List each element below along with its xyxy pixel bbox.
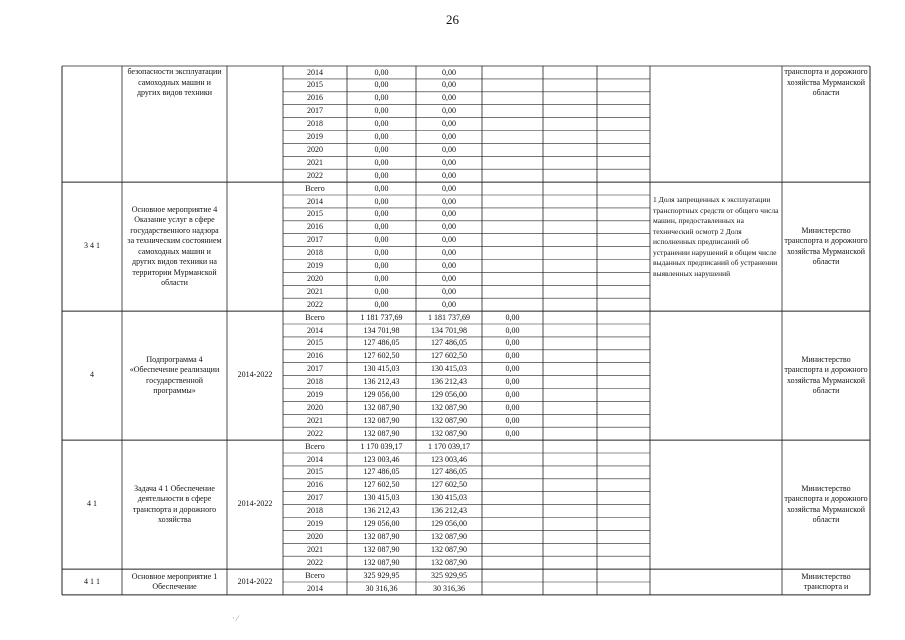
regional-value: 132 087,90 bbox=[431, 428, 467, 438]
regional-value: 0,00 bbox=[442, 93, 456, 103]
year-cell: 2014 bbox=[307, 583, 323, 593]
total-value: 0,00 bbox=[374, 248, 389, 258]
row-number: 4 bbox=[90, 370, 94, 380]
federal-value: 0,00 bbox=[505, 364, 520, 374]
row-name: Задача 4 1 Обеспечение деятельности в сфере транспорта и дорожного хозяйства bbox=[132, 483, 217, 525]
year-cell: 2022 bbox=[307, 170, 323, 180]
year-cell: 2018 bbox=[307, 119, 323, 129]
total-value: 0,00 bbox=[374, 106, 389, 116]
year-cell: 2015 bbox=[307, 80, 323, 90]
total-value: 134 701,98 bbox=[363, 325, 400, 335]
regional-value: 1 170 039,17 bbox=[428, 441, 470, 451]
regional-value: 0,00 bbox=[442, 80, 456, 90]
year-cell: 2021 bbox=[307, 415, 323, 425]
year-cell: Всего bbox=[305, 570, 325, 580]
total-value: 0,00 bbox=[374, 273, 389, 283]
federal-value: 0,00 bbox=[505, 402, 520, 412]
year-cell: 2017 bbox=[307, 493, 323, 503]
regional-value: 0,00 bbox=[442, 235, 456, 245]
total-value: 129 056,00 bbox=[363, 390, 400, 399]
regional-value: 127 602,50 bbox=[431, 351, 467, 361]
year-cell: 2015 bbox=[307, 209, 323, 219]
year-cell: 2020 bbox=[307, 144, 323, 154]
regional-value: 325 929,95 bbox=[431, 570, 467, 580]
row-executor: Министерство транспорта и bbox=[801, 571, 851, 591]
year-cell: 2018 bbox=[307, 377, 323, 387]
year-cell: 2014 bbox=[307, 454, 323, 464]
regional-value: 1 181 737,69 bbox=[428, 312, 470, 322]
row-indicators: 1 Доля запрещенных к эксплуатации транспортных средств от общего числа машин, предоставленных на технический осмотр 2 Доля исполненных предписаний об устранении нарушений в общем числе выданных предписаний об устранении выявленных нарушений bbox=[653, 195, 779, 278]
total-value: 132 087,90 bbox=[363, 544, 400, 554]
federal-value: 0,00 bbox=[505, 325, 520, 335]
row-name: Основное мероприятие 4 Оказание услуг в сфере государственного надзора за техническим состоянием самоходных машин и других видов техники на территории Мурманской области bbox=[127, 204, 222, 288]
year-cell: 2017 bbox=[307, 106, 323, 116]
row-executor: Министерство транспорта и дорожного хозяйства Мурманской области bbox=[784, 354, 868, 396]
year-cell: 2020 bbox=[307, 402, 323, 412]
year-cell: 2019 bbox=[307, 132, 323, 141]
regional-value: 132 087,90 bbox=[431, 415, 467, 425]
regional-value: 127 602,50 bbox=[431, 480, 467, 490]
total-value: 0,00 bbox=[374, 286, 389, 296]
federal-value: 0,00 bbox=[505, 338, 520, 348]
total-value: 130 415,03 bbox=[363, 493, 400, 503]
federal-value: 0,00 bbox=[505, 390, 520, 399]
regional-value: 132 087,90 bbox=[431, 531, 467, 541]
total-value: 132 087,90 bbox=[363, 415, 400, 425]
regional-value: 0,00 bbox=[442, 209, 456, 219]
federal-value: 0,00 bbox=[505, 377, 520, 387]
row-name: Основное мероприятие 1 Обеспечение bbox=[131, 571, 218, 591]
year-cell: 2017 bbox=[307, 235, 323, 245]
year-cell: 2014 bbox=[307, 325, 323, 335]
row-executor: Министерство транспорта и дорожного хозяйства Мурманской области bbox=[784, 483, 868, 525]
row-executor: Министерство транспорта и дорожного хозяйства Мурманской области bbox=[784, 225, 868, 267]
regional-value: 134 701,98 bbox=[431, 325, 467, 335]
regional-value: 127 486,05 bbox=[431, 338, 467, 348]
row-period: 2014-2022 bbox=[237, 576, 273, 586]
year-cell: 2020 bbox=[307, 531, 323, 541]
regional-value: 0,00 bbox=[442, 67, 456, 77]
row-name: безопасности эксплуатации самоходных машин и других видов техники bbox=[127, 67, 222, 97]
total-value: 132 087,90 bbox=[363, 428, 400, 438]
year-cell: 2019 bbox=[307, 519, 323, 528]
year-cell: 2017 bbox=[307, 364, 323, 374]
regional-value: 0,00 bbox=[442, 248, 456, 258]
regional-value: 127 486,05 bbox=[431, 467, 467, 477]
total-value: 136 212,43 bbox=[363, 377, 400, 387]
total-value: 132 087,90 bbox=[363, 557, 400, 567]
total-value: 0,00 bbox=[374, 235, 389, 245]
total-value: 127 602,50 bbox=[363, 480, 400, 490]
regional-value: 0,00 bbox=[442, 132, 456, 141]
regional-value: 136 212,43 bbox=[431, 377, 467, 387]
regional-value: 0,00 bbox=[442, 119, 456, 129]
total-value: 0,00 bbox=[374, 299, 389, 309]
total-value: 127 486,05 bbox=[363, 338, 400, 348]
total-value: 130 415,03 bbox=[363, 364, 400, 374]
regional-value: 130 415,03 bbox=[431, 493, 467, 503]
regional-value: 0,00 bbox=[442, 106, 456, 116]
regional-value: 132 087,90 bbox=[431, 557, 467, 567]
total-value: 0,00 bbox=[374, 157, 389, 167]
year-cell: 2014 bbox=[307, 196, 323, 206]
year-cell: Всего bbox=[305, 183, 325, 193]
year-cell: 2022 bbox=[307, 299, 323, 309]
total-value: 0,00 bbox=[374, 196, 389, 206]
total-value: 1 170 039,17 bbox=[360, 441, 403, 451]
regional-value: 0,00 bbox=[442, 170, 456, 180]
total-value: 0,00 bbox=[374, 67, 389, 77]
row-period: 2014-2022 bbox=[237, 499, 273, 509]
row-number: 4 1 1 bbox=[84, 576, 100, 586]
total-value: 1 181 737,69 bbox=[360, 312, 403, 322]
regional-value: 0,00 bbox=[442, 183, 456, 193]
total-value: 0,00 bbox=[374, 261, 389, 270]
year-cell: 2021 bbox=[307, 544, 323, 554]
federal-value: 0,00 bbox=[505, 312, 520, 322]
page-number: 26 bbox=[446, 12, 459, 27]
year-cell: 2021 bbox=[307, 157, 323, 167]
total-value: 0,00 bbox=[374, 119, 389, 129]
regional-value: 0,00 bbox=[442, 196, 456, 206]
row-name: Подпрограмма 4 «Обеспечение реализации государственной программы» bbox=[129, 354, 220, 396]
total-value: 132 087,90 bbox=[363, 531, 400, 541]
total-value: 129 056,00 bbox=[363, 519, 400, 528]
total-value: 136 212,43 bbox=[363, 506, 400, 516]
regional-value: 0,00 bbox=[442, 299, 456, 309]
regional-value: 136 212,43 bbox=[431, 506, 467, 516]
regional-value: 0,00 bbox=[442, 157, 456, 167]
total-value: 30 316,36 bbox=[365, 583, 398, 593]
regional-value: 30 316,36 bbox=[433, 583, 465, 593]
regional-value: 132 087,90 bbox=[431, 402, 467, 412]
year-cell: 2016 bbox=[307, 222, 323, 232]
federal-value: 0,00 bbox=[505, 351, 520, 361]
year-cell: Всего bbox=[305, 312, 325, 322]
total-value: 123 003,46 bbox=[363, 454, 400, 464]
total-value: 0,00 bbox=[374, 93, 389, 103]
year-cell: 2016 bbox=[307, 93, 323, 103]
year-cell: 2016 bbox=[307, 351, 323, 361]
year-cell: 2022 bbox=[307, 428, 323, 438]
year-cell: 2015 bbox=[307, 467, 323, 477]
year-cell: 2018 bbox=[307, 248, 323, 258]
row-period: 2014-2022 bbox=[237, 370, 273, 380]
total-value: 0,00 bbox=[374, 144, 389, 154]
regional-value: 123 003,46 bbox=[431, 454, 467, 464]
regional-value: 129 056,00 bbox=[431, 519, 467, 528]
regional-value: 0,00 bbox=[442, 261, 456, 270]
year-cell: 2015 bbox=[307, 338, 323, 348]
total-value: 0,00 bbox=[374, 132, 389, 141]
total-value: 325 929,95 bbox=[363, 570, 400, 580]
total-value: 132 087,90 bbox=[363, 402, 400, 412]
year-cell: 2019 bbox=[307, 390, 323, 399]
total-value: 0,00 bbox=[374, 183, 389, 193]
regional-value: 0,00 bbox=[442, 286, 456, 296]
year-cell: 2016 bbox=[307, 480, 323, 490]
total-value: 127 486,05 bbox=[363, 467, 400, 477]
year-cell: 2019 bbox=[307, 261, 323, 270]
row-number: 3 4 1 bbox=[84, 241, 100, 251]
row-executor: транспорта и дорожного хозяйства Мурманской области bbox=[784, 67, 868, 97]
year-cell: 2018 bbox=[307, 506, 323, 516]
year-cell: Всего bbox=[305, 441, 325, 451]
regional-value: 0,00 bbox=[442, 273, 456, 283]
regional-value: 129 056,00 bbox=[431, 390, 467, 399]
regional-value: 132 087,90 bbox=[431, 544, 467, 554]
total-value: 0,00 bbox=[374, 209, 389, 219]
federal-value: 0,00 bbox=[505, 415, 520, 425]
federal-value: 0,00 bbox=[505, 428, 520, 438]
total-value: 127 602,50 bbox=[363, 351, 400, 361]
footer-mark: · ⁄ bbox=[232, 614, 238, 623]
year-cell: 2014 bbox=[307, 67, 323, 77]
year-cell: 2020 bbox=[307, 273, 323, 283]
total-value: 0,00 bbox=[374, 222, 389, 232]
row-number: 4 1 bbox=[87, 499, 97, 509]
total-value: 0,00 bbox=[374, 170, 389, 180]
regional-value: 0,00 bbox=[442, 222, 456, 232]
regional-value: 0,00 bbox=[442, 144, 456, 154]
year-cell: 2022 bbox=[307, 557, 323, 567]
total-value: 0,00 bbox=[374, 80, 389, 90]
regional-value: 130 415,03 bbox=[431, 364, 467, 374]
year-cell: 2021 bbox=[307, 286, 323, 296]
